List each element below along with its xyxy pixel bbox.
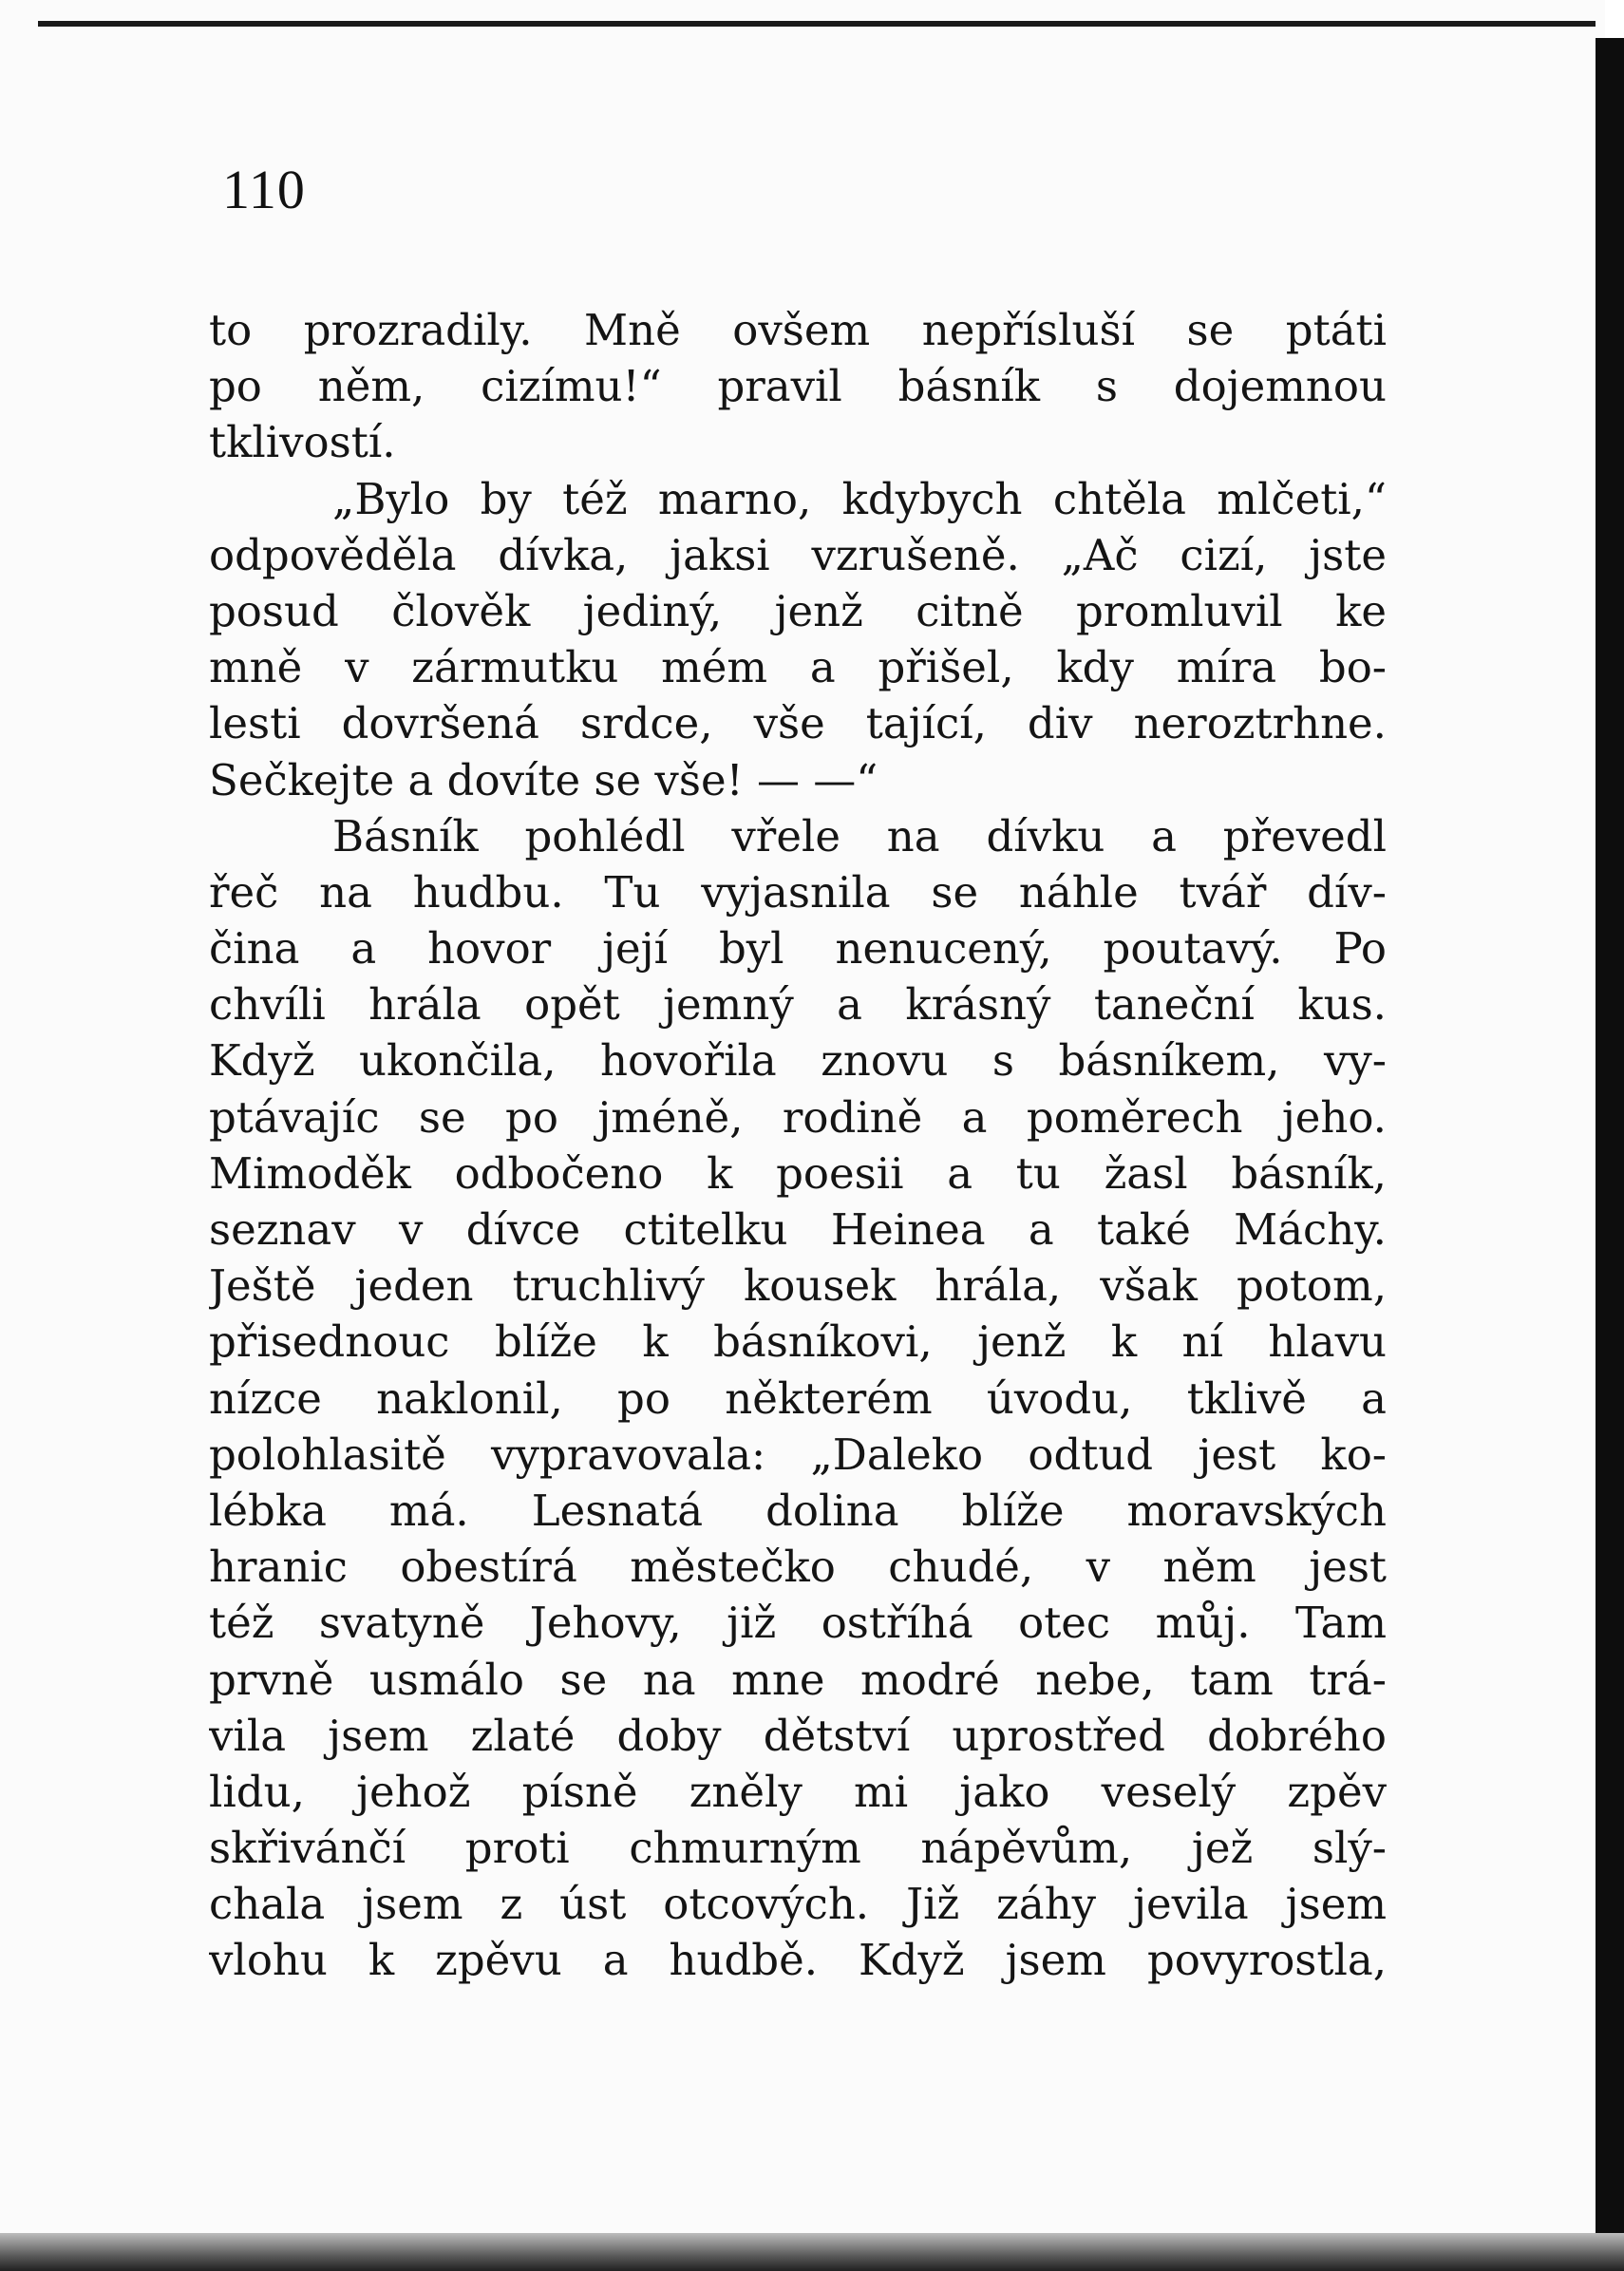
text-line: tklivostí. (209, 417, 396, 468)
text-line: Sečkejte a dovíte se vše! — —“ (209, 754, 878, 805)
text-line: Básník pohlédl vřele na dívku a převedl (332, 810, 1387, 861)
text-line: prvně usmálo se na mne modré nebe, tam trá- (209, 1654, 1387, 1705)
text-line: čina a hovor její byl nenucený, poutavý. Po (209, 923, 1387, 975)
text-line: řeč na hudbu. Tu vyjasnila se náhle tvář dív- (209, 866, 1387, 918)
text-line: též svatyně Jehovy, již ostříhá otec můj. Tam (209, 1598, 1387, 1649)
body-text (209, 302, 1387, 1989)
text-line: lesti dovršená srdce, vše tající, div neroztrhne. (209, 698, 1387, 749)
text-line: přisednouc blíže k básníkovi, jenž k ní hlavu (209, 1316, 1387, 1368)
text-line: Mimoděk odbočeno k poesii a tu žasl básník, (209, 1147, 1387, 1199)
text-line: po něm, cizímu!“ pravil básník s dojemnou (209, 361, 1387, 412)
text-line: polohlasitě vypravovala: „Daleko odtud jest ko- (209, 1429, 1387, 1480)
text-line: Ještě jeden truchlivý kousek hrála, však potom, (209, 1260, 1387, 1312)
text-line: seznav v dívce ctitelku Heinea a také Máchy. (209, 1204, 1387, 1255)
text-line: posud člověk jediný, jenž citně promluvil ke (209, 585, 1387, 636)
text-line: vlohu k zpěvu a hudbě. Když jsem povyrostla, (209, 1935, 1387, 1986)
scan-top-edge (38, 21, 1596, 27)
text-line: skřivánčí proti chmurným nápěvům, jež slý- (209, 1823, 1387, 1874)
page-number: 110 (222, 159, 306, 220)
text-line: lébka má. Lesnatá dolina blíže moravských (209, 1485, 1387, 1536)
text-line: hranic obestírá městečko chudé, v něm jest (209, 1542, 1387, 1593)
text-line: Když ukončila, hovořila znovu s básníkem, vy- (209, 1035, 1387, 1087)
text-line: ptávajíc se po jméně, rodině a poměrech jeho. (209, 1091, 1387, 1143)
text-line: lidu, jehož písně zněly mi jako veselý zpěv (209, 1766, 1387, 1817)
scan-bottom-edge (0, 2233, 1624, 2271)
text-line: odpověděla dívka, jaksi vzrušeně. „Ač cizí, jste (209, 529, 1387, 580)
scan-right-edge (1596, 38, 1624, 2261)
text-line: vila jsem zlaté doby dětství uprostřed dobrého (209, 1710, 1387, 1761)
text-line: chvíli hrála opět jemný a krásný taneční kus. (209, 979, 1387, 1031)
text-line: to prozradily. Mně ovšem nepřísluší se ptáti (209, 305, 1387, 355)
text-line: mně v zármutku mém a přišel, kdy míra bo- (209, 642, 1387, 693)
text-line: chala jsem z úst otcových. Již záhy jevila jsem (209, 1879, 1387, 1930)
text-line: nízce naklonil, po některém úvodu, tklivě a (209, 1372, 1387, 1424)
text-line: „Bylo by též marno, kdybych chtěla mlčeti,“ (332, 473, 1387, 524)
